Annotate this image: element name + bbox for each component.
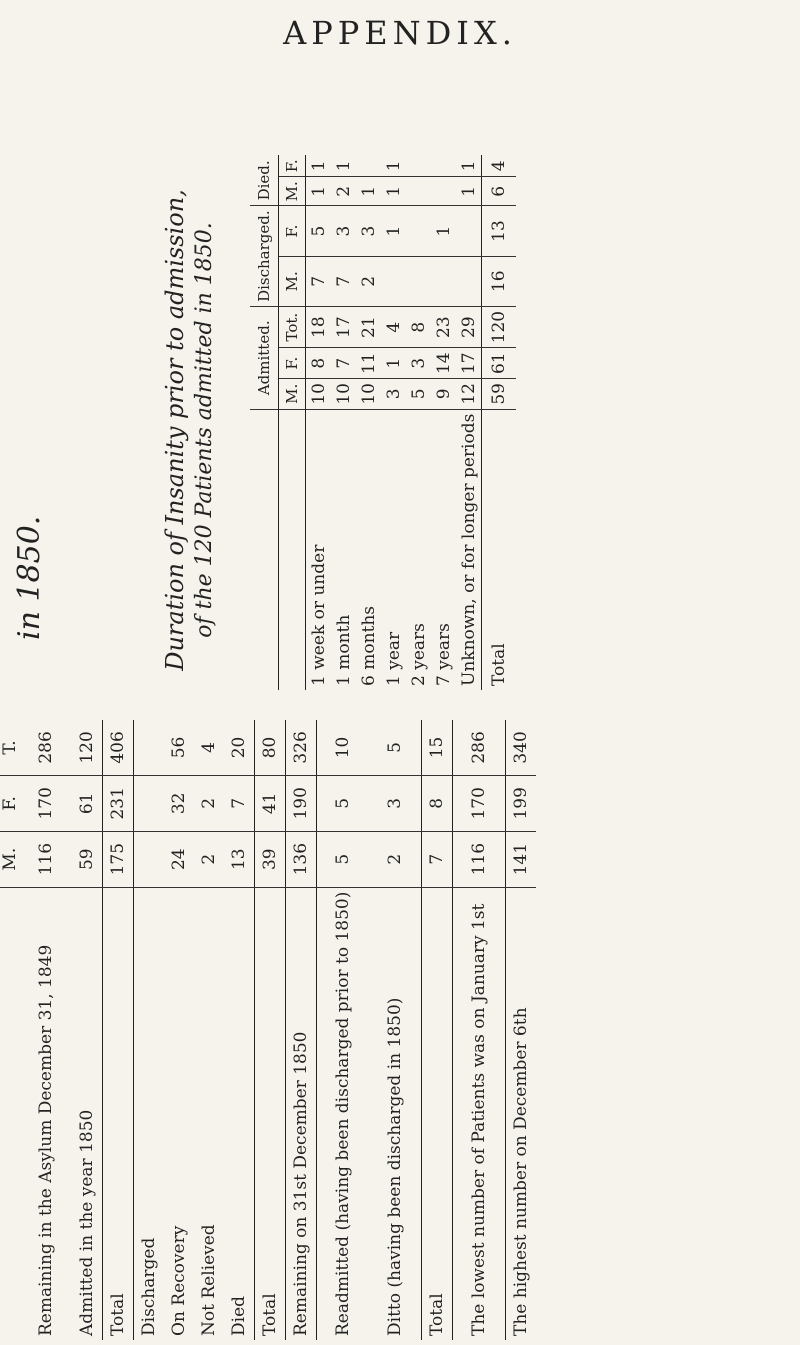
summary-cell-m: 13 (224, 831, 255, 887)
duration-cell-died-f: 1 (306, 155, 332, 176)
duration-row (306, 155, 332, 690)
summary-cell-t: 326 (286, 720, 317, 775)
duration-cell-died-f: 1 (331, 155, 356, 176)
summary-t-header: T. (0, 720, 20, 775)
summary-cell-t: 56 (164, 720, 194, 775)
duration-cell-dis-m (456, 256, 482, 306)
summary-cell-f: 5 (317, 775, 370, 831)
summary-cell-t: 286 (453, 720, 506, 775)
duration-cell-label: 1 month (333, 614, 354, 686)
summary-cell-label: Remaining in the Asylum December 31, 1849 (36, 944, 56, 1336)
duration-cell-dis-f: 1 (381, 206, 406, 256)
summary-cell-t: 80 (255, 720, 286, 775)
summary-cell-m: 39 (255, 831, 286, 887)
duration-cell-dis-m: 7 (331, 256, 356, 306)
duration-cell-adm-f: 11 (356, 348, 381, 379)
side-label: in 1850. (12, 515, 47, 640)
duration-cell-adm-t: 18 (306, 306, 332, 347)
summary-cell-f: 61 (72, 775, 103, 831)
summary-f-header: F. (0, 775, 20, 831)
summary-table-body (20, 720, 536, 1340)
summary-cell-t: 20 (224, 720, 255, 775)
duration-subtitle: of the 120 Patients admitted in 1850. (192, 222, 217, 638)
duration-cell-died-m: 2 (331, 177, 356, 206)
summary-label-header (0, 887, 20, 1340)
summary-cell-m: 24 (164, 831, 194, 887)
summary-cell-f (134, 775, 165, 831)
summary-table (0, 720, 536, 1340)
discharged-header: Discharged. (250, 206, 279, 307)
summary-cell-f: 32 (164, 775, 194, 831)
duration-titles (160, 170, 220, 690)
duration-cell-adm-f: 7 (331, 348, 356, 379)
summary-cell-t: 120 (72, 720, 103, 775)
total-died-m: 6 (482, 177, 517, 206)
summary-row (224, 720, 255, 1340)
summary-cell-f: 170 (453, 775, 506, 831)
summary-cell-m: 116 (453, 831, 506, 887)
duration-cell-adm-m: 5 (406, 379, 431, 410)
duration-cell-label: 6 months (358, 605, 379, 686)
summary-cell-f: 199 (506, 775, 537, 831)
died-header: Died. (250, 155, 279, 205)
total-adm-t: 120 (482, 306, 517, 347)
duration-cell-died-m: 1 (381, 177, 406, 206)
summary-cell-f: 170 (20, 775, 72, 831)
duration-cell-died-f (431, 155, 456, 176)
duration-cell-died-m: 1 (356, 177, 381, 206)
summary-cell-label: The highest number on December 6th (506, 887, 537, 1340)
died-m-header: M. (279, 177, 306, 206)
total-adm-m: 59 (482, 379, 517, 410)
summary-table-block (0, 720, 785, 1340)
duration-total-row (482, 155, 517, 690)
total-adm-f: 61 (482, 348, 517, 379)
total-died-f: 4 (482, 155, 517, 176)
dis-m-header: M. (279, 256, 306, 306)
summary-cell-t: 286 (20, 720, 72, 775)
dis-f-header: F. (279, 206, 306, 256)
duration-cell-adm-t: 23 (431, 306, 456, 347)
died-f-header: F. (279, 155, 306, 176)
duration-cell-adm-f: 17 (456, 348, 482, 379)
summary-cell-t: 340 (506, 720, 537, 775)
duration-table-block (160, 159, 680, 690)
summary-row (194, 720, 224, 1340)
summary-cell-label: Total (255, 887, 286, 1340)
duration-cell-dis-m (431, 256, 456, 306)
duration-cell-label: 1 year (383, 631, 404, 686)
adm-tot-header: Tot. (279, 306, 306, 347)
duration-cell-label: 1 week or under (308, 544, 329, 686)
duration-cell-adm-f: 1 (381, 348, 406, 379)
summary-row (422, 720, 453, 1340)
duration-cell-dis-m: 2 (356, 256, 381, 306)
total-dis-m: 16 (482, 256, 517, 306)
duration-cell-adm-t: 21 (356, 306, 381, 347)
duration-cell-adm-m: 12 (456, 379, 482, 410)
duration-cell-adm-f: 8 (306, 348, 332, 379)
duration-table-body (306, 155, 482, 690)
summary-cell-t: 4 (194, 720, 224, 775)
duration-cell-label: 7 years (433, 623, 454, 686)
summary-cell-t: 406 (103, 720, 134, 775)
duration-row (431, 155, 456, 690)
duration-cell-adm-t: 17 (331, 306, 356, 347)
duration-cell-adm-m: 10 (356, 379, 381, 410)
duration-cell-dis-m (406, 256, 431, 306)
summary-cell-m: 175 (103, 831, 134, 887)
summary-row (72, 720, 103, 1340)
summary-row (506, 720, 537, 1340)
duration-row (381, 155, 406, 690)
duration-cell-died-f (356, 155, 381, 176)
summary-cell-f: 231 (103, 775, 134, 831)
duration-cell-dis-f: 1 (431, 206, 456, 256)
duration-row (456, 155, 482, 690)
summary-row (20, 720, 72, 1340)
duration-cell-dis-f (406, 206, 431, 256)
summary-row (286, 720, 317, 1340)
summary-cell-label: Not Relieved (199, 1224, 219, 1336)
duration-cell-dis-m: 7 (306, 256, 332, 306)
summary-cell-m: 2 (369, 831, 422, 887)
duration-cell-died-m: 1 (456, 177, 482, 206)
duration-row (356, 155, 381, 690)
summary-cell-label: Total (422, 887, 453, 1340)
summary-row (453, 720, 506, 1340)
summary-cell-f: 2 (194, 775, 224, 831)
summary-cell-t (134, 720, 165, 775)
duration-cell-adm-t: 8 (406, 306, 431, 347)
summary-cell-label: Discharged (134, 887, 165, 1340)
adm-f-header: F. (279, 348, 306, 379)
summary-cell-label: Died (229, 1295, 249, 1336)
duration-table (250, 155, 516, 690)
summary-cell-m: 59 (72, 831, 103, 887)
duration-cell-dis-f: 5 (306, 206, 332, 256)
summary-cell-label: The lowest number of Patients was on January 1st (453, 887, 506, 1340)
summary-cell-t: 5 (369, 720, 422, 775)
label-subheader (279, 409, 306, 690)
duration-cell-died-f: 1 (381, 155, 406, 176)
summary-cell-m: 116 (20, 831, 72, 887)
summary-cell-label: Remaining on 31st December 1850 (286, 887, 317, 1340)
summary-cell-t: 15 (422, 720, 453, 775)
page-heading: APPENDIX. (283, 14, 517, 52)
total-label: Total (482, 409, 517, 690)
summary-cell-m: 136 (286, 831, 317, 887)
duration-cell-died-m: 1 (306, 177, 332, 206)
duration-cell-adm-t: 4 (381, 306, 406, 347)
total-dis-f: 13 (482, 206, 517, 256)
summary-cell-f: 190 (286, 775, 317, 831)
duration-cell-adm-t: 29 (456, 306, 482, 347)
duration-cell-adm-m: 3 (381, 379, 406, 410)
summary-cell-label: Total (103, 887, 134, 1340)
summary-cell-f: 3 (369, 775, 422, 831)
duration-cell-adm-f: 14 (431, 348, 456, 379)
summary-row (164, 720, 194, 1340)
summary-cell-label: Admitted in the year 1850 (77, 1109, 97, 1336)
duration-cell-died-m (431, 177, 456, 206)
duration-cell-adm-m: 10 (306, 379, 332, 410)
summary-cell-t: 10 (317, 720, 370, 775)
summary-cell-m: 141 (506, 831, 537, 887)
duration-cell-dis-m (381, 256, 406, 306)
adm-m-header: M. (279, 379, 306, 410)
summary-cell-f: 8 (422, 775, 453, 831)
summary-cell-m: 2 (194, 831, 224, 887)
summary-row (103, 720, 134, 1340)
summary-cell-m (134, 831, 165, 887)
duration-cell-dis-f (456, 206, 482, 256)
summary-row (255, 720, 286, 1340)
duration-cell-adm-f: 3 (406, 348, 431, 379)
duration-cell-dis-f: 3 (356, 206, 381, 256)
label-header (250, 409, 279, 690)
duration-cell-label: 2 years (408, 623, 429, 686)
duration-cell-adm-m: 9 (431, 379, 456, 410)
summary-row (317, 720, 370, 1340)
duration-cell-died-f (406, 155, 431, 176)
summary-m-header: M. (0, 831, 20, 887)
duration-row (406, 155, 431, 690)
summary-cell-m: 5 (317, 831, 370, 887)
duration-cell-dis-f: 3 (331, 206, 356, 256)
duration-cell-adm-m: 10 (331, 379, 356, 410)
summary-cell-f: 7 (224, 775, 255, 831)
duration-title: Duration of Insanity prior to admission, (161, 189, 189, 671)
admitted-header: Admitted. (250, 306, 279, 409)
summary-row (369, 720, 422, 1340)
duration-cell-died-m (406, 177, 431, 206)
summary-cell-label: Ditto (having been discharged in 1850) (385, 997, 405, 1336)
summary-cell-f: 41 (255, 775, 286, 831)
duration-cell-died-f: 1 (456, 155, 482, 176)
duration-row (331, 155, 356, 690)
summary-cell-label: Readmitted (having been discharged prior to 1850) (317, 887, 370, 1340)
duration-cell-label: Unknown, or for longer periods (458, 413, 479, 686)
summary-cell-m: 7 (422, 831, 453, 887)
summary-row (134, 720, 165, 1340)
summary-cell-label: On Recovery (169, 1225, 189, 1336)
